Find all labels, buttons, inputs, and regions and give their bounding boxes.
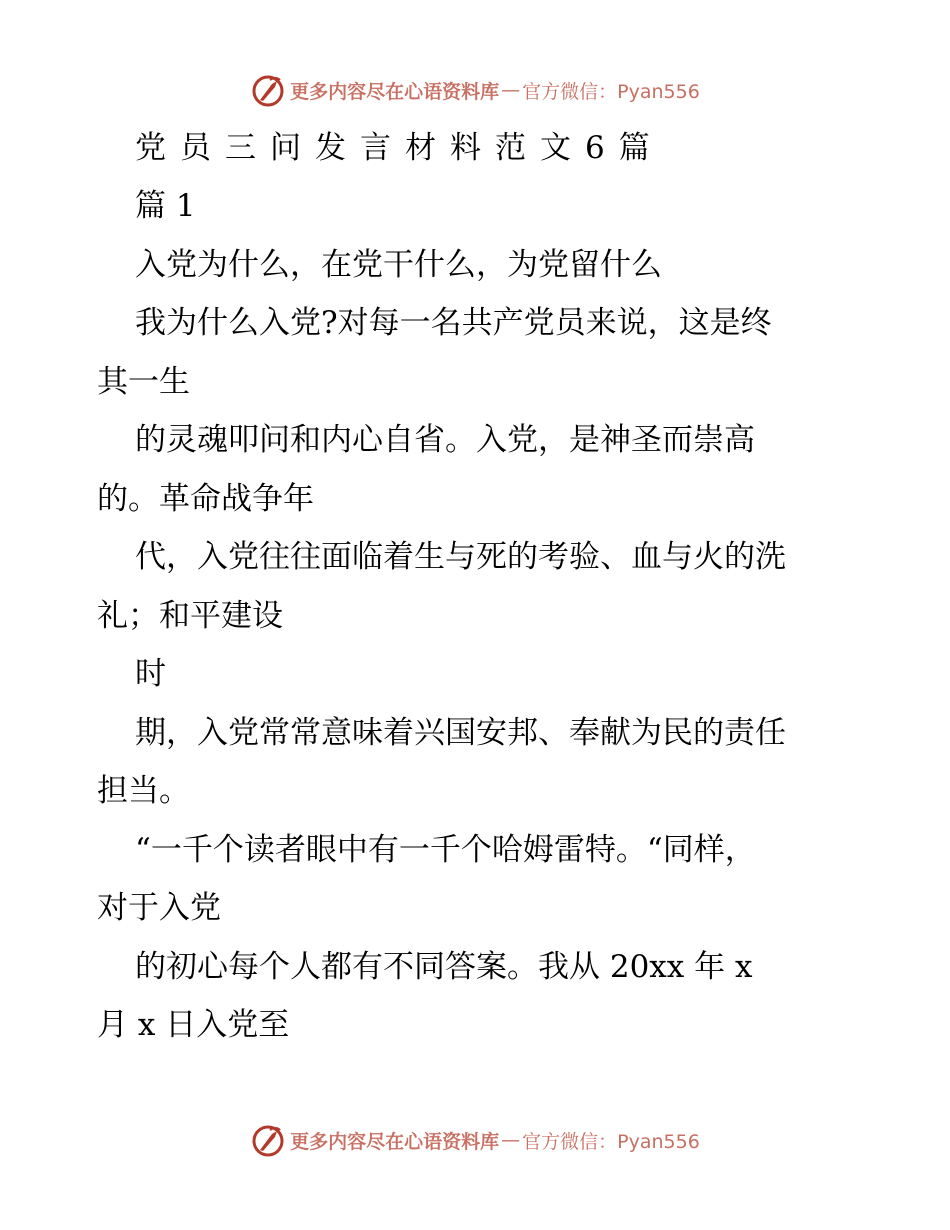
text-line: 期，入党常常意味着兴国安邦、奉献为民的责任 <box>135 715 786 751</box>
header-watermark <box>0 70 950 110</box>
text-line: “一千个读者眼中有一千个哈姆雷特。“同样， <box>135 832 756 868</box>
text-line: 对于入党 <box>97 890 221 926</box>
watermark-content <box>250 72 700 108</box>
text-line: 时 <box>135 656 166 692</box>
watermark-wechat-text: 官方微信：Pyan556 <box>522 80 700 103</box>
watermark-dash: — <box>501 1129 521 1151</box>
watermark-content <box>250 1122 700 1158</box>
text-line: 礼；和平建设 <box>97 598 283 634</box>
watermark-main-text: 更多内容尽在心语资料库 <box>290 80 500 103</box>
pen-circle-logo-icon <box>250 1122 286 1158</box>
pen-circle-logo-icon <box>250 72 286 108</box>
watermark-wechat-text: 官方微信：Pyan556 <box>522 1130 700 1153</box>
footer-watermark <box>0 1120 950 1160</box>
text-line: 的。革命战争年 <box>97 481 314 517</box>
watermark-dash: — <box>501 79 521 101</box>
document-title: 党员三问发言材料范文6篇 <box>135 130 664 166</box>
text-line: 代，入党往往面临着生与死的考验、血与火的洗 <box>135 539 786 575</box>
text-line: 篇 1 <box>135 188 196 224</box>
text-line: 担当。 <box>97 773 190 809</box>
text-line: 入党为什么，在党干什么，为党留什么 <box>135 247 662 283</box>
text-line: 的初心每个人都有不同答案。我从 20xx 年 x <box>135 949 753 985</box>
watermark-main-text: 更多内容尽在心语资料库 <box>290 1130 500 1153</box>
text-line: 的灵魂叩问和内心自省。入党，是神圣而崇高 <box>135 422 755 458</box>
text-line: 月 x 日入党至 <box>97 1007 290 1043</box>
text-line: 我为什么入党?对每一名共产党员来说，这是终 <box>135 305 772 341</box>
text-line: 其一生 <box>97 364 190 400</box>
